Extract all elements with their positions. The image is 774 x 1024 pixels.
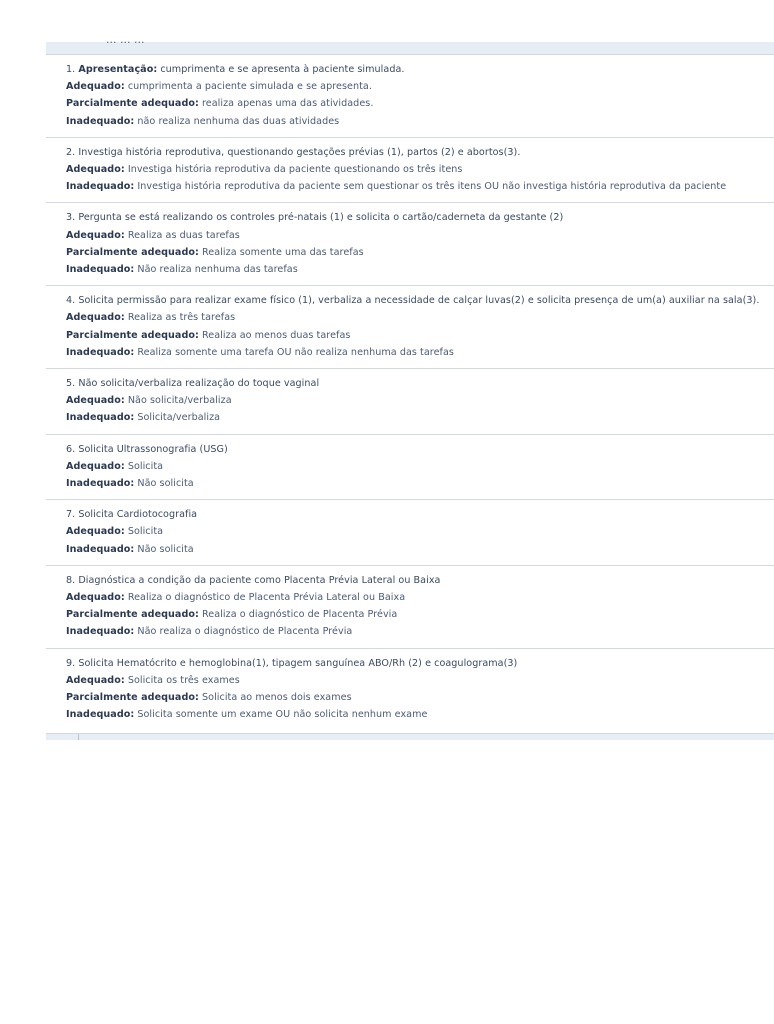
- criterion-label: Adequado:: [66, 460, 125, 472]
- criterion-text: cumprimenta a paciente simulada e se apresenta.: [124, 81, 372, 93]
- checklist-item: [46, 499, 774, 565]
- item-heading: [66, 61, 774, 78]
- checklist-item: [46, 285, 774, 368]
- criterion-label: Adequado:: [66, 674, 125, 686]
- criterion-text: Realiza as três tarefas: [124, 312, 236, 324]
- item-heading-text: 7. Solicita Cardiotocografia: [66, 509, 198, 521]
- criterion-row: [66, 244, 774, 261]
- item-heading: [66, 506, 774, 523]
- cut-off-header-text: ... ... ...: [106, 33, 145, 46]
- criterion-text: Não solicita/verbaliza: [124, 395, 232, 407]
- criterion-label: Adequado:: [66, 395, 125, 407]
- item-heading-text: 2. Investiga história reprodutiva, questionando gestações prévias (1), partos (2) e abortos(3).: [66, 146, 521, 158]
- criterion-text: Realiza somente uma das tarefas: [198, 246, 364, 258]
- criterion-text: Não solicita: [134, 543, 194, 555]
- checklist-sheet: [46, 33, 774, 740]
- criterion-text: Solicita: [124, 526, 164, 538]
- criterion-text: Não realiza o diagnóstico de Placenta Prévia: [134, 626, 353, 638]
- criterion-text: Solicita os três exames: [124, 674, 240, 686]
- criterion-text: realiza apenas uma das atividades.: [198, 98, 374, 110]
- criterion-label: Adequado:: [66, 81, 125, 93]
- criterion-row: [66, 689, 774, 706]
- criterion-row: [66, 178, 774, 195]
- criterion-row: [66, 589, 774, 606]
- table-header-band: [46, 33, 774, 54]
- item-heading-bold: Apresentação:: [78, 64, 158, 75]
- criterion-row: [66, 227, 774, 244]
- criterion-text: Não solicita: [134, 478, 194, 490]
- criterion-row: [66, 78, 774, 95]
- criterion-row: [66, 113, 774, 130]
- criterion-label: Parcialmente adequado:: [66, 609, 199, 621]
- criterion-text: Realiza o diagnóstico de Placenta Prévia: [198, 609, 398, 621]
- item-heading-text: 3. Pergunta se está realizando os controles pré-natais (1) e solicita o cartão/caderneta da gestante (2): [66, 212, 564, 224]
- criterion-text: não realiza nenhuma das duas atividades: [134, 115, 340, 127]
- criterion-label: Adequado:: [66, 592, 125, 604]
- criterion-label: Inadequado:: [66, 115, 135, 127]
- item-heading-text: 6. Solicita Ultrassonografia (USG): [66, 443, 228, 455]
- item-heading: [66, 144, 774, 161]
- criterion-label: Parcialmente adequado:: [66, 692, 199, 704]
- criterion-label: Adequado:: [66, 229, 125, 241]
- item-number: 1.: [66, 64, 79, 75]
- item-heading: [66, 655, 774, 672]
- criterion-text: Investiga história reprodutiva da paciente sem questionar os três itens OU não investiga história reprodutiva da paciente: [134, 181, 727, 193]
- checklist-item: [46, 137, 774, 203]
- criterion-text: Solicita ao menos dois exames: [198, 692, 352, 704]
- criterion-text: Solicita: [124, 460, 164, 472]
- item-heading-text: 4. Solicita permissão para realizar exame físico (1), verbaliza a necessidade de calçar luvas(2) e solicita presença de um(a) auxiliar na sala(3).: [66, 295, 760, 307]
- item-heading-text: 8. Diagnóstica a condição da paciente como Placenta Prévia Lateral ou Baixa: [66, 574, 441, 586]
- criterion-row: [66, 623, 774, 640]
- criterion-text: Realiza ao menos duas tarefas: [198, 329, 351, 341]
- criterion-row: [66, 606, 774, 623]
- criterion-row: [66, 344, 774, 361]
- criterion-text: Realiza somente uma tarefa OU não realiza nenhuma das tarefas: [134, 346, 454, 358]
- checklist-item: [46, 202, 774, 285]
- criterion-row: [66, 392, 774, 409]
- item-heading-text: cumprimenta e se apresenta à paciente simulada.: [157, 64, 405, 75]
- criterion-text: Solicita somente um exame OU não solicita nenhum exame: [134, 709, 428, 721]
- criterion-label: Adequado:: [66, 164, 125, 176]
- criterion-row: [66, 672, 774, 689]
- footer-divider: [78, 734, 79, 740]
- checklist-item: [46, 368, 774, 434]
- criterion-text: Investiga história reprodutiva da paciente questionando os três itens: [124, 164, 463, 176]
- criterion-text: Solicita/verbaliza: [134, 412, 221, 424]
- criterion-label: Inadequado:: [66, 709, 135, 721]
- criterion-row: [66, 475, 774, 492]
- criterion-label: Adequado:: [66, 526, 125, 538]
- item-heading: [66, 375, 774, 392]
- criterion-row: [66, 458, 774, 475]
- criterion-row: [66, 309, 774, 326]
- criterion-label: Parcialmente adequado:: [66, 329, 199, 341]
- criterion-label: Parcialmente adequado:: [66, 246, 199, 258]
- criterion-text: Realiza o diagnóstico de Placenta Prévia Lateral ou Baixa: [124, 592, 406, 604]
- item-heading: [66, 209, 774, 226]
- item-heading: [66, 292, 774, 309]
- criterion-row: [66, 161, 774, 178]
- criterion-label: Inadequado:: [66, 478, 135, 490]
- criterion-row: [66, 261, 774, 278]
- checklist-item: [46, 434, 774, 500]
- checklist-items: [46, 54, 774, 731]
- criterion-label: Inadequado:: [66, 264, 135, 276]
- criterion-label: Inadequado:: [66, 181, 135, 193]
- table-footer-band: [46, 733, 774, 740]
- criterion-row: [66, 95, 774, 112]
- criterion-row: [66, 541, 774, 558]
- item-heading: [66, 572, 774, 589]
- criterion-label: Inadequado:: [66, 626, 135, 638]
- criterion-label: Inadequado:: [66, 346, 135, 358]
- criterion-row: [66, 327, 774, 344]
- checklist-item: [46, 565, 774, 648]
- checklist-item: [46, 54, 774, 137]
- criterion-label: Inadequado:: [66, 543, 135, 555]
- checklist-item: [46, 648, 774, 731]
- item-heading-text: 9. Solicita Hematócrito e hemoglobina(1), tipagem sanguínea ABO/Rh (2) e coagulograma(3): [66, 657, 518, 669]
- criterion-label: Parcialmente adequado:: [66, 98, 199, 110]
- item-heading-text: 5. Não solicita/verbaliza realização do toque vaginal: [66, 378, 320, 390]
- criterion-label: Adequado:: [66, 312, 125, 324]
- criterion-row: [66, 706, 774, 723]
- criterion-text: Não realiza nenhuma das tarefas: [134, 264, 298, 276]
- item-heading: [66, 441, 774, 458]
- criterion-text: Realiza as duas tarefas: [124, 229, 240, 241]
- criterion-label: Inadequado:: [66, 412, 135, 424]
- criterion-row: [66, 523, 774, 540]
- criterion-row: [66, 409, 774, 426]
